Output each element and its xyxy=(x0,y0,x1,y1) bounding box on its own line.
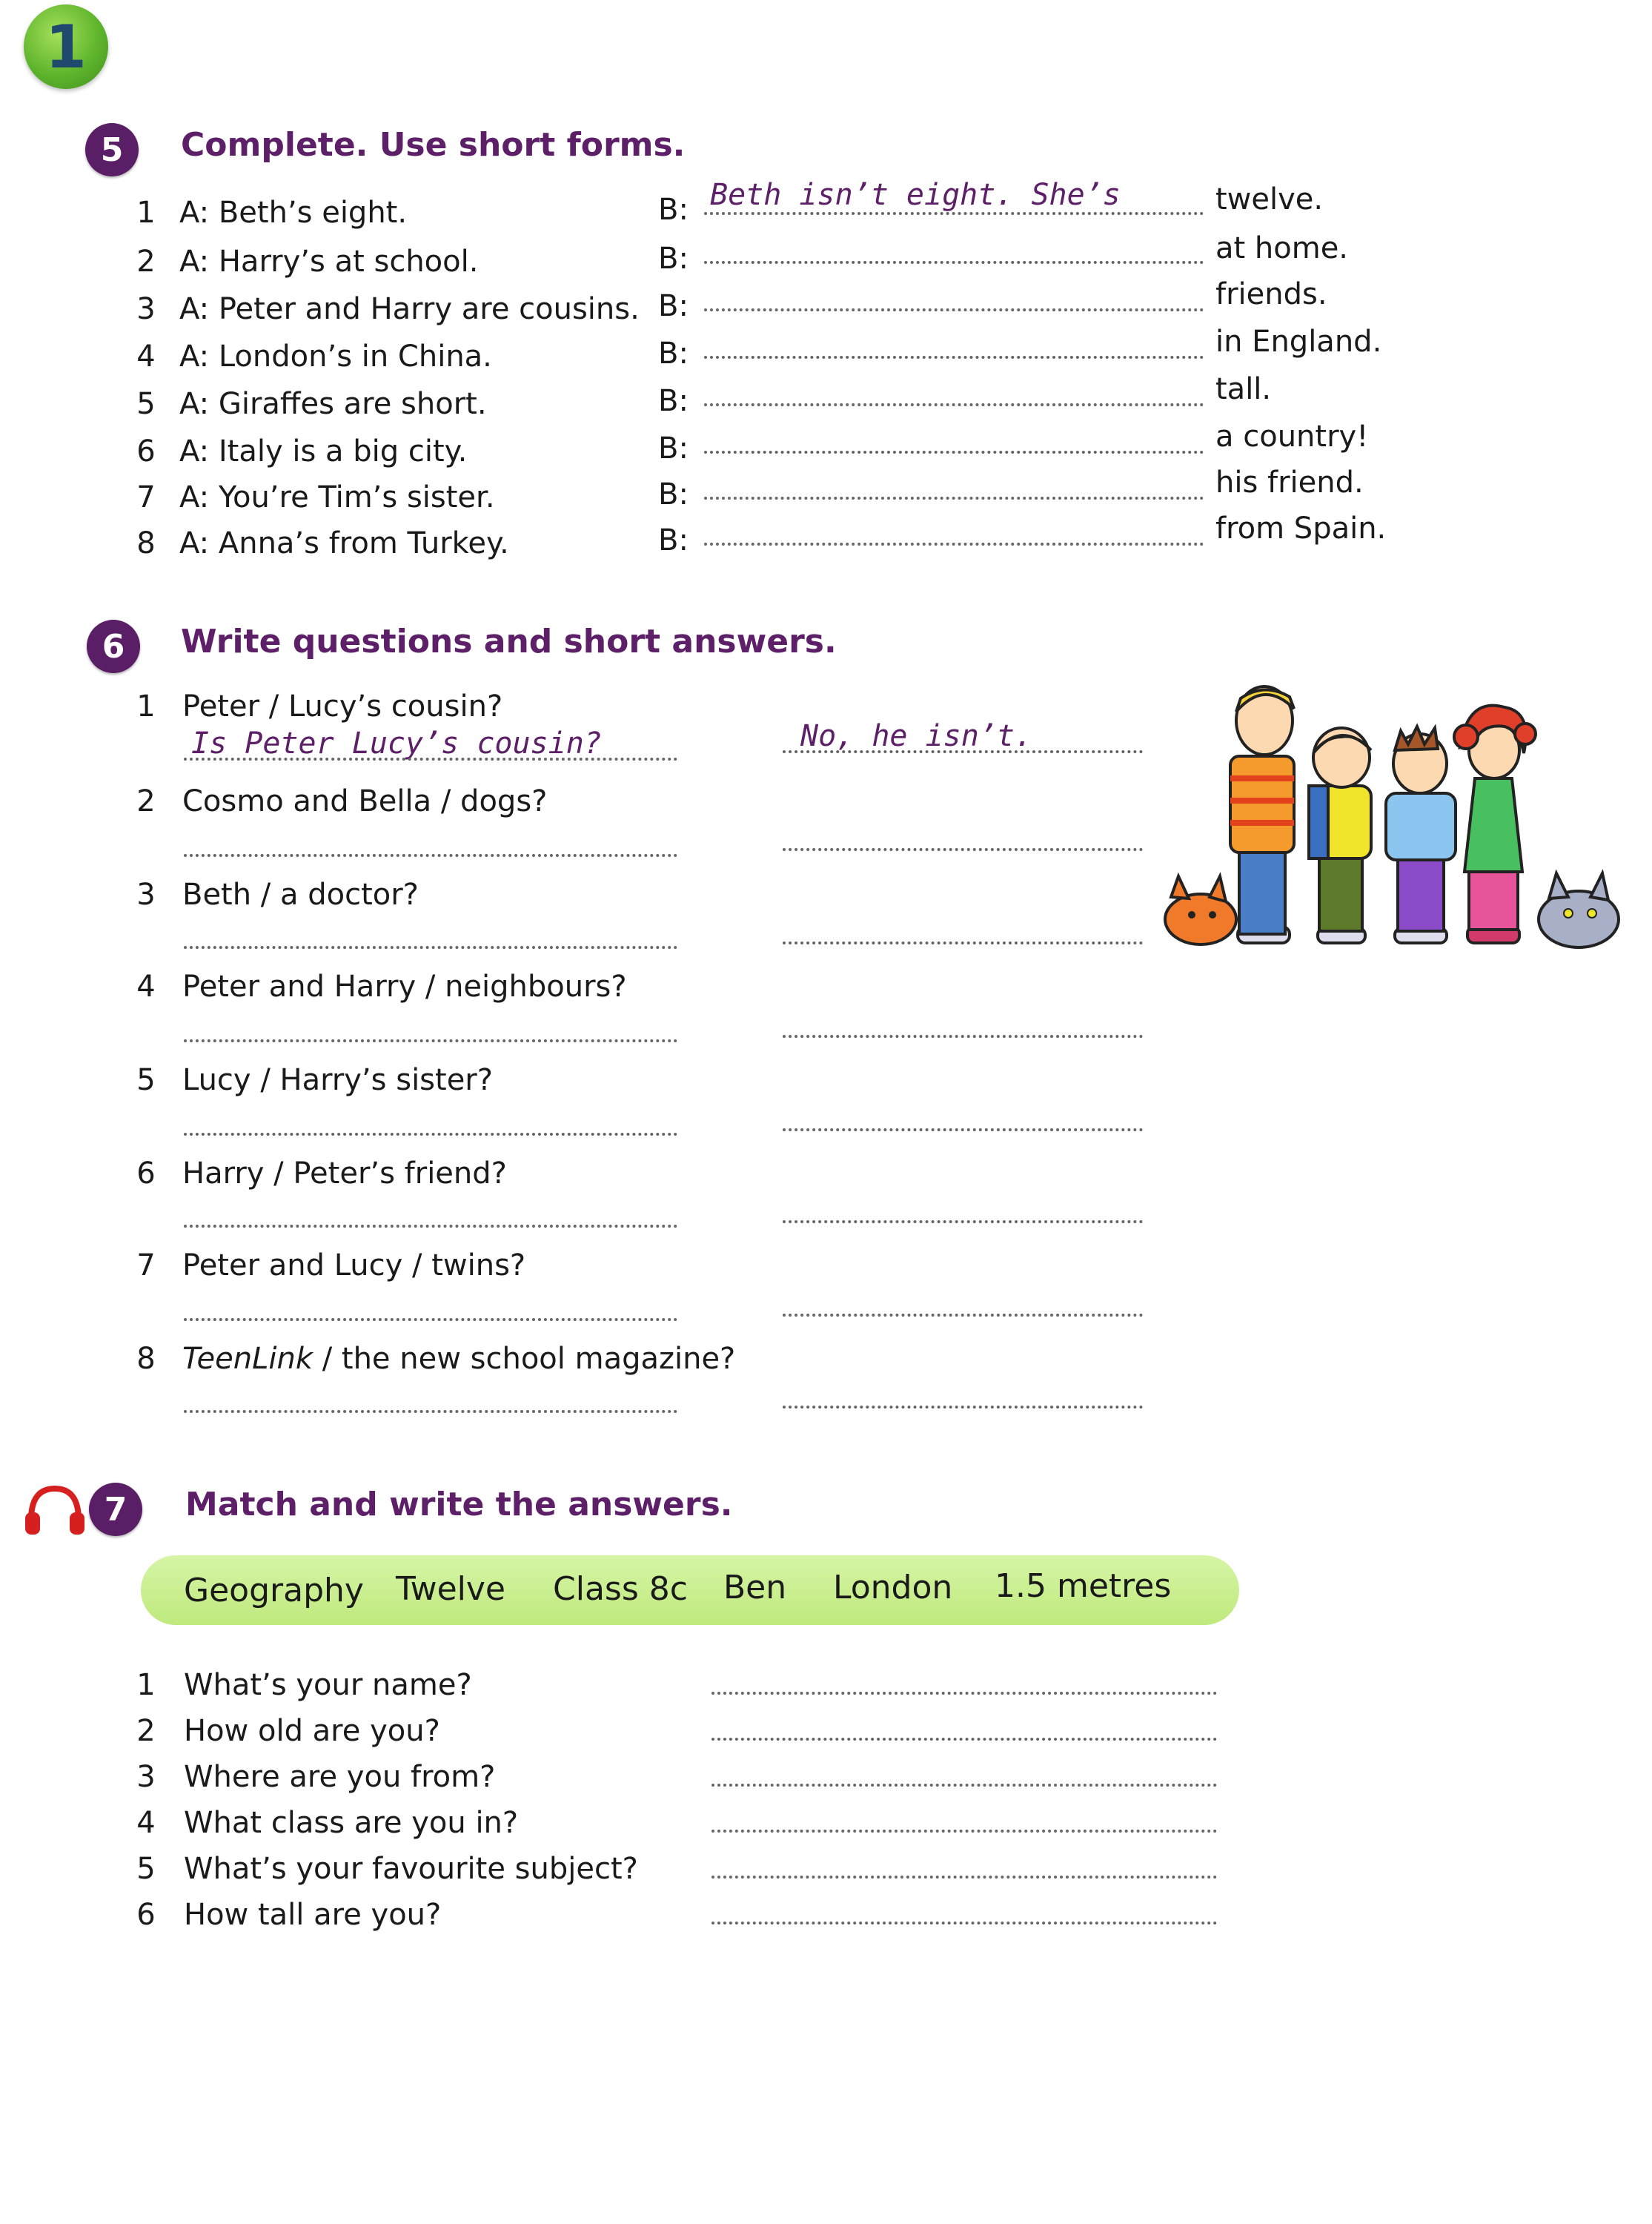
ex6-handwritten-question: Is Peter Lucy’s cousin? xyxy=(191,727,602,761)
kid-boy xyxy=(1386,727,1456,943)
ex5-b-label: B: xyxy=(658,242,689,276)
kids-illustration xyxy=(1156,682,1631,964)
ex5-row-ending: a country! xyxy=(1215,420,1369,454)
ex7-row-number: 2 xyxy=(136,1714,156,1748)
ex5-row-statement: A: Peter and Harry are cousins. xyxy=(179,292,640,326)
ex5-answer-line[interactable] xyxy=(704,356,1204,359)
ex5-b-label: B: xyxy=(658,431,689,466)
ex7-row-number: 6 xyxy=(136,1898,156,1932)
ex5-row-number: 1 xyxy=(136,196,156,230)
ex5-row-statement: A: Italy is a big city. xyxy=(179,434,468,469)
ex6-question-line[interactable] xyxy=(184,854,677,857)
word-bank-item: Class 8c xyxy=(553,1570,688,1608)
ex6-row-number: 3 xyxy=(136,878,156,912)
ex5-row-number: 3 xyxy=(136,292,156,326)
ex6-row-number: 8 xyxy=(136,1342,156,1376)
exercise-7-badge: 7 xyxy=(89,1483,142,1536)
ex5-answer-line[interactable] xyxy=(704,212,1204,215)
ex5-b-label: B: xyxy=(658,523,689,557)
ex5-row-ending: his friend. xyxy=(1215,466,1364,500)
ex7-row-question: What class are you in? xyxy=(184,1806,519,1840)
exercise-5-title: Complete. Use short forms. xyxy=(181,126,686,164)
ex7-answer-line[interactable] xyxy=(711,1738,1217,1741)
ex7-row-number: 1 xyxy=(136,1668,156,1702)
ex6-question-line[interactable] xyxy=(184,1225,677,1228)
ex7-row-number: 4 xyxy=(136,1806,156,1840)
ex7-row-question: Where are you from? xyxy=(184,1760,496,1794)
ex7-row-question: What’s your name? xyxy=(184,1668,472,1702)
ex6-row-prompt: Cosmo and Bella / dogs? xyxy=(182,784,548,818)
ex5-row-statement: A: Giraffes are short. xyxy=(179,387,487,421)
ex5-b-label: B: xyxy=(658,193,689,227)
ex6-row-number: 1 xyxy=(136,689,156,724)
ex6-handwritten-answer: No, he isn’t. xyxy=(800,719,1033,753)
ex6-question-line[interactable] xyxy=(184,946,677,949)
ex5-row-number: 5 xyxy=(136,387,156,421)
ex7-answer-line[interactable] xyxy=(711,1784,1217,1787)
orange-cat-icon xyxy=(1165,876,1236,944)
ex6-question-line[interactable] xyxy=(184,1410,677,1413)
unit-number: 1 xyxy=(45,12,87,82)
ex7-answer-line[interactable] xyxy=(711,1830,1217,1833)
ex5-row-statement: A: London’s in China. xyxy=(179,340,492,374)
word-bank-item: Twelve xyxy=(396,1570,505,1608)
unit-badge-icon xyxy=(24,4,108,89)
ex5-b-label: B: xyxy=(658,477,689,512)
ex5-row-ending: from Spain. xyxy=(1215,512,1387,546)
ex6-row-number: 6 xyxy=(136,1156,156,1191)
ex5-row-statement: A: You’re Tim’s sister. xyxy=(179,480,495,514)
ex5-row-ending: twelve. xyxy=(1215,182,1324,216)
ex7-row-number: 3 xyxy=(136,1760,156,1794)
ex6-row-prompt: Lucy / Harry’s sister? xyxy=(182,1063,493,1097)
ex7-row-question: How tall are you? xyxy=(184,1898,442,1932)
ex5-answer-line[interactable] xyxy=(704,451,1204,454)
ex5-answer-line[interactable] xyxy=(704,261,1204,264)
ex5-row-number: 6 xyxy=(136,434,156,469)
ex5-row-number: 7 xyxy=(136,480,156,514)
ex6-row-prompt: Peter and Lucy / twins? xyxy=(182,1248,526,1283)
exercise-6-title: Write questions and short answers. xyxy=(181,623,837,661)
exercise-7-title: Match and write the answers. xyxy=(185,1486,733,1523)
ex6-row-prompt: Peter and Harry / neighbours? xyxy=(182,970,627,1004)
headphones-icon xyxy=(24,1483,86,1536)
ex6-row-prompt: Harry / Peter’s friend? xyxy=(182,1156,507,1191)
ex5-answer-line[interactable] xyxy=(704,497,1204,500)
ex5-row-ending: tall. xyxy=(1215,372,1272,406)
ex6-answer-line[interactable] xyxy=(783,1035,1143,1038)
kid-lucy xyxy=(1454,706,1536,943)
word-bank-item: London xyxy=(833,1569,953,1606)
ex5-row-number: 2 xyxy=(136,245,156,279)
exercise-6-badge: 6 xyxy=(87,620,140,673)
kid-harry xyxy=(1309,728,1371,943)
ex6-row-number: 7 xyxy=(136,1248,156,1283)
ex5-answer-line[interactable] xyxy=(704,403,1204,406)
word-bank-item: Geography xyxy=(184,1572,364,1609)
ex5-b-label: B: xyxy=(658,337,689,371)
ex5-row-number: 4 xyxy=(136,340,156,374)
ex5-row-number: 8 xyxy=(136,526,156,560)
ex7-answer-line[interactable] xyxy=(711,1692,1217,1695)
ex5-row-ending: at home. xyxy=(1215,231,1349,265)
ex6-answer-line[interactable] xyxy=(783,848,1143,851)
ex5-row-statement: A: Beth’s eight. xyxy=(179,196,408,230)
ex6-answer-line[interactable] xyxy=(783,1220,1143,1223)
ex6-question-line[interactable] xyxy=(184,1318,677,1321)
ex6-question-line[interactable] xyxy=(184,1133,677,1136)
ex6-row-number: 2 xyxy=(136,784,156,818)
ex6-answer-line[interactable] xyxy=(783,750,1143,753)
word-bank-item: 1.5 metres xyxy=(995,1567,1172,1605)
ex5-row-statement: A: Anna’s from Turkey. xyxy=(179,526,509,560)
ex5-b-label: B: xyxy=(658,384,689,418)
ex7-row-number: 5 xyxy=(136,1852,156,1886)
ex6-answer-line[interactable] xyxy=(783,941,1143,944)
ex6-row-prompt: Beth / a doctor? xyxy=(182,878,419,912)
ex5-handwritten-answer: Beth isn’t eight. She’s xyxy=(710,178,1121,212)
exercise-5-badge: 5 xyxy=(85,123,139,176)
ex6-row-prompt: Peter / Lucy’s cousin? xyxy=(182,689,503,724)
ex5-row-ending: in England. xyxy=(1215,325,1382,359)
ex6-answer-line[interactable] xyxy=(783,1406,1143,1409)
ex6-row-number: 4 xyxy=(136,970,156,1004)
ex6-row-prompt: TeenLink / the new school magazine? xyxy=(182,1342,736,1376)
ex7-row-question: What’s your favourite subject? xyxy=(184,1852,638,1886)
ex6-answer-line[interactable] xyxy=(783,1314,1143,1317)
kid-peter xyxy=(1230,686,1294,943)
grey-cat-icon xyxy=(1539,873,1619,947)
ex7-row-question: How old are you? xyxy=(184,1714,440,1748)
ex5-answer-line[interactable] xyxy=(704,543,1204,546)
ex5-row-statement: A: Harry’s at school. xyxy=(179,245,479,279)
ex7-answer-line[interactable] xyxy=(711,1922,1217,1925)
word-bank-item: Ben xyxy=(723,1569,787,1606)
ex6-question-line[interactable] xyxy=(184,758,677,761)
magazine-title: TeenLink xyxy=(182,1342,313,1376)
ex5-answer-line[interactable] xyxy=(704,308,1204,311)
ex6-row-number: 5 xyxy=(136,1063,156,1097)
ex6-answer-line[interactable] xyxy=(783,1128,1143,1131)
ex6-question-line[interactable] xyxy=(184,1039,677,1042)
ex7-answer-line[interactable] xyxy=(711,1876,1217,1879)
ex5-b-label: B: xyxy=(658,289,689,323)
ex5-row-ending: friends. xyxy=(1215,277,1327,311)
